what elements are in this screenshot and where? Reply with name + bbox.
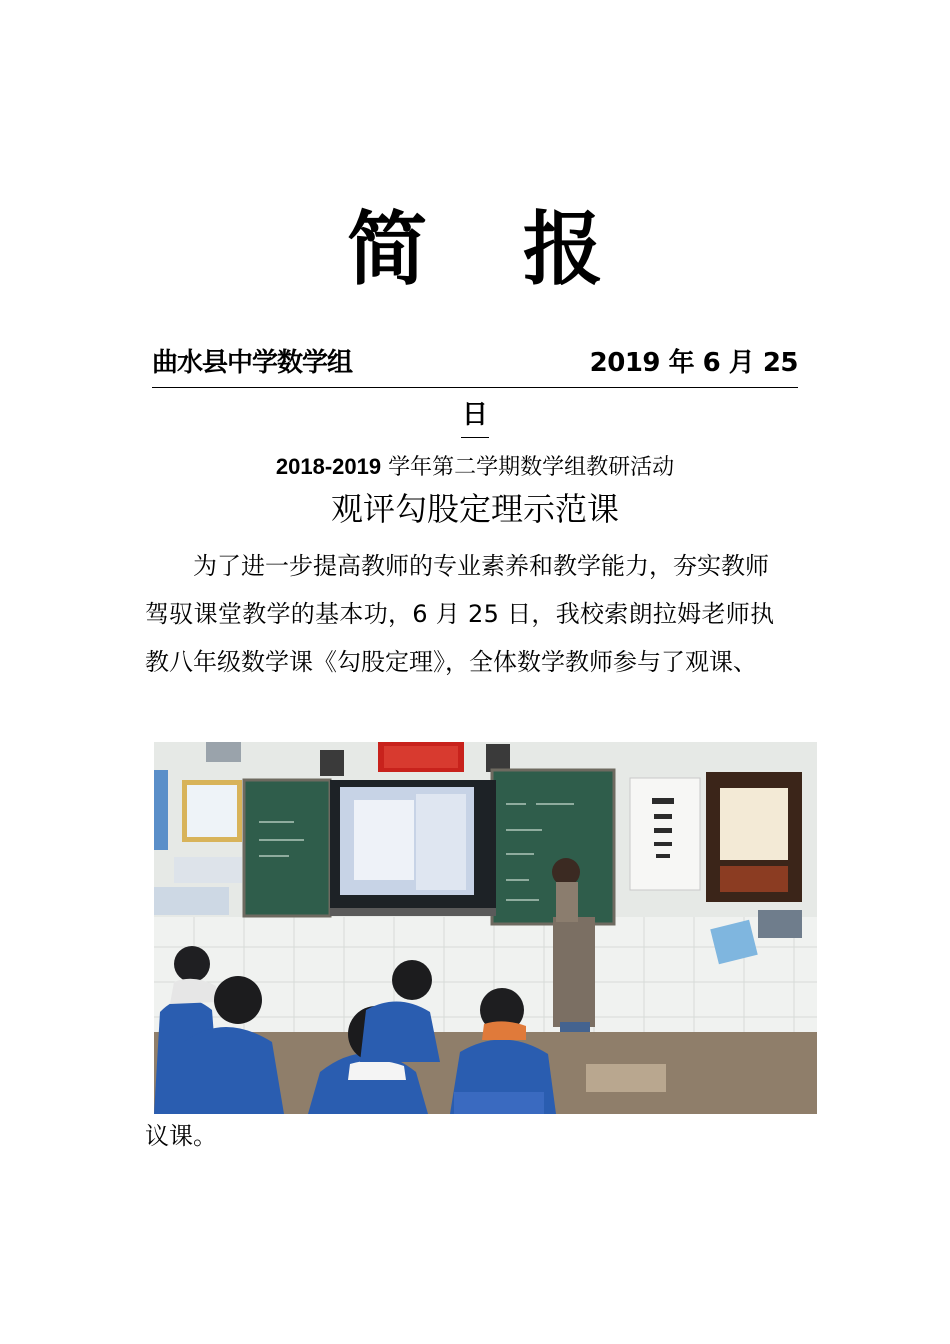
article-headline: 观评勾股定理示范课 xyxy=(330,490,619,528)
paragraph-line: 为了进一步提高教师的专业素养和教学能力，夯实教师 xyxy=(193,552,769,580)
document-title: 简 报 xyxy=(347,203,637,296)
organization-name: 曲水县中学数学组 xyxy=(152,348,353,378)
classroom-photo xyxy=(154,742,817,1114)
activity-subtitle xyxy=(0,452,950,483)
subtitle-text: 学年第二学期数学组教研活动 xyxy=(381,455,675,480)
paragraph-line: 驾驭课堂教学的基本功，6 月 25 日，我校索朗拉姆老师执 xyxy=(145,600,775,628)
header-rule xyxy=(152,387,798,388)
subtitle-year: 2018-2019 xyxy=(275,454,382,479)
date-tail-rule xyxy=(461,437,489,438)
header-meta xyxy=(152,345,798,385)
paragraph-line: 教八年级数学课《勾股定理》，全体数学教师参与了观课、 xyxy=(145,648,757,676)
paragraph-tail: 议课。 xyxy=(145,1122,217,1150)
report-date: 2019 年 6 月 25 xyxy=(589,348,798,378)
report-date-tail: 日 xyxy=(462,400,489,430)
body-paragraph xyxy=(145,542,809,686)
